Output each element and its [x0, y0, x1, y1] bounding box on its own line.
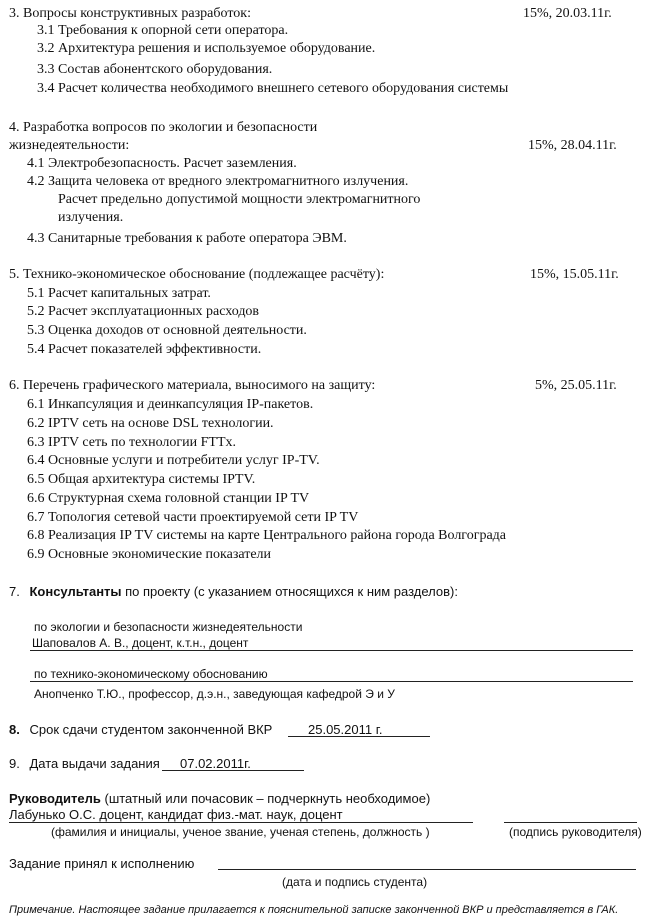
section-6-item: 6.1 Инкапсуляция и деинкапсуляция IP-пакетов. [27, 397, 314, 412]
section-4-item: Расчет предельно допустимой мощности электромагнитного [58, 192, 421, 207]
section-6-item: 6.7 Топология сетевой части проектируемой сети IP TV [27, 510, 359, 525]
supervisor-signature-caption: (подпись руководителя) [509, 825, 642, 839]
deadline-value: 25.05.2011 г. [308, 722, 383, 737]
accepted-caption: (дата и подпись студента) [282, 875, 428, 889]
consultant-2-name: Анопченко Т.Ю., профессор, д.э.н., заведующая кафедрой Э и У [34, 687, 395, 701]
supervisor-signature-rule [504, 822, 637, 823]
consultant-1-rule [30, 650, 633, 651]
consultant-2-topic: по технико-экономическому обоснованию [34, 667, 268, 681]
section-4-title: 4. Разработка вопросов по экологии и безопасности [9, 120, 318, 135]
section-5-title: 5. Технико-экономическое обоснование (подлежащее расчёту): [9, 267, 385, 282]
section-6-title: 6. Перечень графического материала, выносимого на защиту: [9, 378, 376, 393]
consultant-1-name: Шаповалов А. В., доцент, к.т.н., доцент [32, 636, 249, 650]
section-4-item: 4.1 Электробезопасность. Расчет заземления. [27, 156, 297, 171]
section-4-item: излучения. [58, 210, 124, 225]
issue-date-value: 07.02.2011г. [180, 756, 251, 771]
supervisor-label: Руководитель [9, 791, 101, 806]
section-6-item: 6.8 Реализация IP TV системы на карте Центрального района города Волгограда [27, 528, 506, 543]
consultants-label: Консультанты [29, 584, 122, 599]
section-3-item: 3.3 Состав абонентского оборудования. [37, 62, 273, 77]
section-5-item: 5.3 Оценка доходов от основной деятельности. [27, 323, 307, 338]
section-5-item: 5.4 Расчет показателей эффективности. [27, 342, 262, 357]
deadline-label: Срок сдачи студентом законченной ВКР [29, 722, 273, 737]
section-6-item: 6.6 Структурная схема головной станции IP TV [27, 491, 310, 506]
accepted-label: Задание принял к исполнению [9, 856, 195, 871]
supervisor-name-rule [9, 822, 473, 823]
consultants-description: по проекту (с указанием относящихся к ним разделов): [125, 584, 458, 599]
section-4-item: 4.3 Санитарные требования к работе оператора ЭВМ. [27, 231, 347, 246]
section-6-item: 6.4 Основные услуги и потребители услуг IP-TV. [27, 453, 320, 468]
issue-date-row [9, 755, 160, 772]
supervisor-heading [9, 790, 430, 807]
supervisor-type: (штатный или почасовик – подчеркнуть необходимое) [104, 791, 431, 806]
section-6-meta: 5%, 25.05.11г. [535, 378, 617, 393]
section-6-item: 6.3 IPTV сеть по технологии FTTx. [27, 435, 237, 450]
section-6-item: 6.5 Общая архитектура системы IPTV. [27, 472, 256, 487]
deadline-number: 8. [9, 722, 20, 737]
section-3-item: 3.4 Расчет количества необходимого внешнего сетевого оборудования системы [37, 81, 509, 96]
section-6-item: 6.2 IPTV сеть на основе DSL технологии. [27, 416, 274, 431]
section-4-item: 4.2 Защита человека от вредного электромагнитного излучения. [27, 174, 409, 189]
section-3-title: 3. Вопросы конструктивных разработок: [9, 6, 251, 21]
section-3-meta: 15%, 20.03.11г. [523, 6, 612, 21]
section-3-item: 3.2 Архитектура решения и используемое оборудование. [37, 41, 376, 56]
section-5-meta: 15%, 15.05.11г. [530, 267, 619, 282]
issue-date-label: Дата выдачи задания [29, 756, 160, 771]
section-5-item: 5.1 Расчет капитальных затрат. [27, 286, 211, 301]
consultants-heading [9, 583, 458, 600]
deadline-row [9, 721, 272, 738]
section-3-item: 3.1 Требования к опорной сети оператора. [37, 23, 289, 38]
supervisor-name: Лабунько О.С. доцент, кандидат физ.-мат. наук, доцент [9, 807, 343, 822]
section-5-item: 5.2 Расчет эксплуатационных расходов [27, 304, 260, 319]
footnote: Примечание. Настоящее задание прилагается к пояснительной записке законченной ВКР и представляется в ГАК. [9, 904, 619, 916]
section-4-meta: 15%, 28.04.11г. [528, 138, 617, 153]
consultant-2-rule [30, 681, 633, 682]
accepted-rule [218, 869, 636, 870]
section-4-title-cont: жизнедеятельности: [9, 138, 130, 153]
consultants-number: 7. [9, 584, 20, 599]
supervisor-caption: (фамилия и инициалы, ученое звание, ученая степень, должность ) [51, 825, 430, 839]
issue-date-number: 9. [9, 756, 20, 771]
consultant-1-topic: по экологии и безопасности жизнедеятельности [34, 620, 303, 634]
section-6-item: 6.9 Основные экономические показатели [27, 547, 272, 562]
